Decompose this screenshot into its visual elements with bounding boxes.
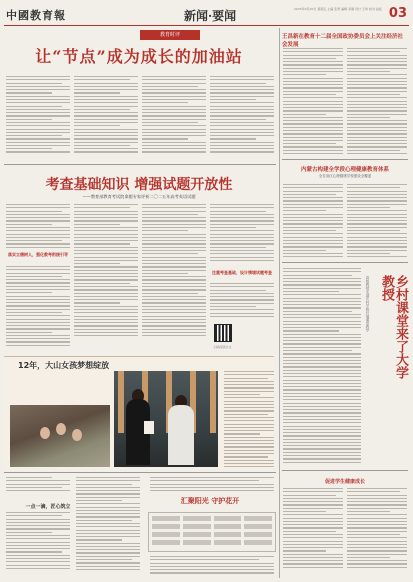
sidebar-subline: 全自治区心理健康学校建设全覆盖 <box>318 174 372 178</box>
vertical-headline[interactable]: 乡村课堂来了大学教授 <box>379 275 408 379</box>
bottom-body-right <box>283 488 343 570</box>
header-meta: 2025年6月20日 星期五 主编 张男 编辑 李刚 设计 王玮 校对 赵虹 <box>294 7 382 11</box>
qr-label: 扫码阅读全文 <box>213 345 232 349</box>
bottom-headline-right[interactable]: 促进学生健康成长 <box>324 479 365 485</box>
article2-body <box>6 204 70 250</box>
article1-body <box>142 76 206 155</box>
divider <box>279 28 280 578</box>
article2-body <box>74 204 138 339</box>
photo-caption <box>224 371 274 469</box>
article2-subhead: 注重考查基础，设计情境试题考查 <box>212 270 272 275</box>
sidebar-body <box>347 184 407 259</box>
photo-feature <box>4 356 274 469</box>
photo-girls[interactable] <box>114 371 218 467</box>
divider <box>4 472 276 473</box>
page-number: 03 <box>388 6 407 21</box>
article2-deck: ——教育部教育考试院命题专家评析二〇二五年高考英语试题 <box>82 194 196 199</box>
bottom-body-right <box>347 488 407 570</box>
article1-kicker: 教育时评 <box>140 30 200 40</box>
photo-children[interactable] <box>10 405 110 467</box>
sidebar-body <box>347 48 407 156</box>
sidebar-body <box>283 184 343 259</box>
photo-feature-title[interactable]: 12年，大山女孩梦想绽放 <box>18 361 110 370</box>
page-header <box>4 4 409 26</box>
bottom-body-center <box>150 556 274 576</box>
article1-body <box>210 76 274 155</box>
sidebar-body <box>283 48 343 156</box>
article2-body <box>142 204 206 339</box>
article2-body <box>6 266 70 348</box>
article2-subhead: 落实立德树人，强化教考衔接引导 <box>8 252 68 257</box>
vertical-article-body <box>283 268 361 465</box>
article1-headline[interactable]: 让“节点”成为成长的加油站 <box>35 47 243 66</box>
article2-body <box>210 204 274 263</box>
masthead: 中國教育報 <box>6 9 66 22</box>
section-title: 新闻·要闻 <box>184 9 237 23</box>
bottom-headline-left[interactable]: 一点一滴，匠心筑立 <box>25 504 71 510</box>
article2-headline[interactable]: 考查基础知识 增强试题开放性 <box>45 177 233 193</box>
article1-body <box>74 76 138 155</box>
bottom-body-left <box>6 477 70 497</box>
vertical-subhead: 高校教授走进乡村学校开展课堂教学 <box>366 276 370 332</box>
bottom-body-mid <box>76 477 140 572</box>
bottom-headline-center[interactable]: 汇聚阳光 守护花开 <box>180 497 240 505</box>
bottom-body-left <box>6 512 70 571</box>
bottom-body-center <box>150 477 274 493</box>
qr-code[interactable] <box>214 324 232 342</box>
sidebar-title[interactable]: 王昌新在教育十二届全国政协委员会上关注经济社会发展 <box>282 34 404 48</box>
divider <box>282 159 408 160</box>
divider <box>4 164 276 165</box>
article2-body <box>210 283 274 319</box>
divider <box>282 262 408 263</box>
divider <box>282 470 408 471</box>
article1-body <box>6 76 70 155</box>
bottom-info-box <box>148 512 276 552</box>
sidebar-subhead[interactable]: 内蒙古构建全学段心理健康教育体系 <box>300 167 389 173</box>
